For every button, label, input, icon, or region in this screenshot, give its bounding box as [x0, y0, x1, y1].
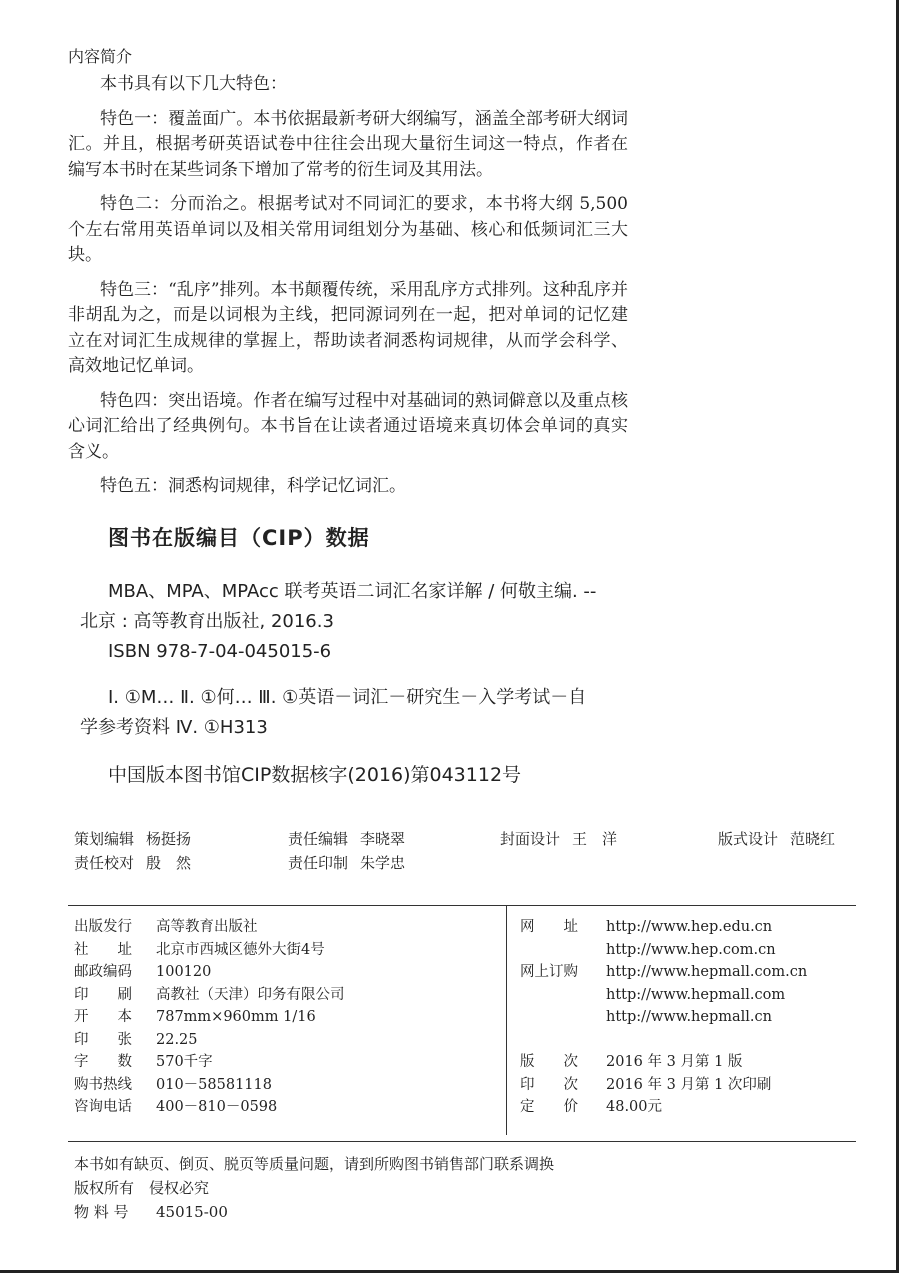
staff-entry [718, 828, 835, 849]
intro-paragraph: 特色五：洞悉构词规律，科学记忆词汇。 [100, 476, 406, 496]
pub-row [520, 1029, 807, 1052]
pub-row [520, 1006, 807, 1029]
pub-value: 570千字 [156, 1054, 213, 1070]
pub-row [74, 1029, 345, 1052]
staff-entry [74, 828, 191, 849]
pub-value: 2016 年 3 月第 1 次印刷 [606, 1076, 772, 1093]
pub-label: 字 数 [74, 1054, 132, 1070]
cip-bibliographic [80, 577, 600, 667]
intro-paragraph: 特色二：分而治之。根据考试对不同词汇的要求，本书将大纲 5,500 个左右常用英语单词以及相关常用词组划分为基础、核心和低频词汇三大块。 [68, 194, 628, 265]
pub-label: 邮政编码 [74, 964, 132, 980]
pub-label: 网 址 [520, 919, 578, 935]
pub-label: 定 价 [520, 1099, 578, 1115]
pub-row [74, 984, 345, 1007]
staff-role: 责任校对 [74, 854, 135, 872]
pub-label: 社 址 [74, 941, 132, 958]
pub-row [520, 961, 807, 984]
column-divider [506, 905, 507, 1135]
divider [68, 1141, 856, 1142]
pub-row [520, 916, 807, 939]
staff-role: 封面设计 [500, 830, 561, 848]
staff-role: 策划编辑 [74, 830, 135, 848]
pub-value: 高等教育出版社 [156, 919, 258, 935]
intro-body [68, 72, 628, 509]
pub-value: 787mm×960mm 1/16 [156, 1009, 316, 1025]
pub-row [74, 1006, 345, 1029]
pub-label: 印 刷 [74, 986, 132, 1003]
cip-record-number: 中国版本图书馆CIP数据核字(2016)第043112号 [108, 764, 522, 786]
staff-name: 范晓红 [790, 830, 836, 848]
intro-paragraph: 特色三：“乱序”排列。本书颠覆传统，采用乱序方式排列。这种乱序并非胡乱为之，而是以词根为主线，把同源词列在一起，把对单词的记忆建立在对词汇生成规律的掌握上，帮助读者洞悉构词规律，从而学会科学、高效地记忆单词。 [68, 279, 628, 376]
publication-web-and-edition [520, 916, 807, 1119]
staff-name: 杨挺扬 [146, 830, 192, 848]
pub-value: 400－810－0598 [156, 1099, 278, 1115]
item-number [74, 1200, 554, 1224]
pub-value: 100120 [156, 964, 212, 980]
website-link[interactable]: http://www.hepmall.com.cn [606, 964, 808, 980]
pub-row [74, 916, 345, 939]
quality-notice: 本书如有缺页、倒页、脱页等质量问题，请到所购图书销售部门联系调换 [74, 1155, 555, 1173]
intro-paragraph: 特色一：覆盖面广。本书依据最新考研大纲编写，涵盖全部考研大纲词汇。并且，根据考研英语试卷中往往会出现大量衍生词这一特点，作者在编写本书时在某些词条下增加了常考的衍生词及其用法。 [68, 108, 628, 180]
cip-classification: Ⅰ. ①M… Ⅱ. ①何… Ⅲ. ①英语－词汇－研究生－入学考试－自学参考资料 Ⅳ. ①H313 [80, 687, 587, 738]
item-number-value: 45015-00 [156, 1203, 228, 1221]
pub-row [74, 1096, 345, 1119]
pub-label: 开 本 [74, 1009, 132, 1025]
pub-label: 出版发行 [74, 919, 132, 935]
staff-role: 版式设计 [718, 830, 779, 848]
pub-value: 高教社（天津）印务有限公司 [156, 986, 345, 1003]
staff-entry [500, 828, 617, 849]
staff-role: 责任印制 [288, 854, 349, 872]
cip-isbn: ISBN 978-7-04-045015-6 [108, 641, 332, 662]
staff-role: 责任编辑 [288, 830, 349, 848]
divider [68, 905, 856, 906]
pub-row [520, 939, 807, 962]
staff-name: 朱学忠 [360, 854, 406, 872]
staff-entry [288, 852, 405, 873]
pub-label: 印 次 [520, 1076, 578, 1093]
staff-name: 李晓翠 [360, 830, 406, 848]
pub-row [520, 1096, 807, 1119]
pub-value: 48.00元 [606, 1099, 663, 1115]
pub-row [74, 939, 345, 962]
staff-name: 殷 然 [146, 854, 192, 872]
pub-label: 网上订购 [520, 964, 578, 980]
pub-label: 版 次 [520, 1054, 578, 1070]
pub-row [74, 1074, 345, 1097]
intro-title: 内容简介 [68, 47, 133, 66]
rights-notice: 版权所有 侵权必究 [74, 1179, 210, 1197]
website-link[interactable]: http://www.hep.edu.cn [606, 919, 773, 935]
pub-label: 咨询电话 [74, 1099, 132, 1115]
cip-citation: MBA、MPA、MPAcc 联考英语二词汇名家详解 / 何敬主编. -- 北京 : 高等教育出版社, 2016.3 [80, 581, 597, 632]
cip-classification-block [80, 683, 600, 743]
website-link[interactable]: http://www.hepmall.com [606, 986, 786, 1003]
item-number-label: 物 料 号 [74, 1203, 129, 1221]
cip-title: 图书在版编目（CIP）数据 [108, 526, 370, 550]
pub-value: 22.25 [156, 1031, 198, 1048]
pub-row [74, 961, 345, 984]
pub-row [74, 1051, 345, 1074]
staff-entry [74, 852, 191, 873]
pub-row [520, 1074, 807, 1097]
pub-value: 2016 年 3 月第 1 版 [606, 1054, 743, 1070]
website-link[interactable]: http://www.hep.com.cn [606, 941, 776, 958]
staff-name: 王 洋 [572, 830, 618, 848]
pub-label: 印 张 [74, 1031, 132, 1048]
pub-row [520, 1051, 807, 1074]
pub-row [520, 984, 807, 1007]
pub-value: 北京市西城区德外大街4号 [156, 941, 325, 958]
pub-value: 010－58581118 [156, 1076, 272, 1093]
footer [74, 1152, 554, 1224]
website-link[interactable]: http://www.hepmall.cn [606, 1009, 772, 1025]
intro-paragraph: 本书具有以下几大特色： [100, 74, 287, 94]
intro-paragraph: 特色四：突出语境。作者在编写过程中对基础词的熟词僻意以及重点核心词汇给出了经典例句。本书旨在让读者通过语境来真切体会单词的真实含义。 [68, 390, 628, 462]
pub-label: 购书热线 [74, 1076, 132, 1093]
staff-entry [288, 828, 405, 849]
publication-details [74, 916, 345, 1119]
